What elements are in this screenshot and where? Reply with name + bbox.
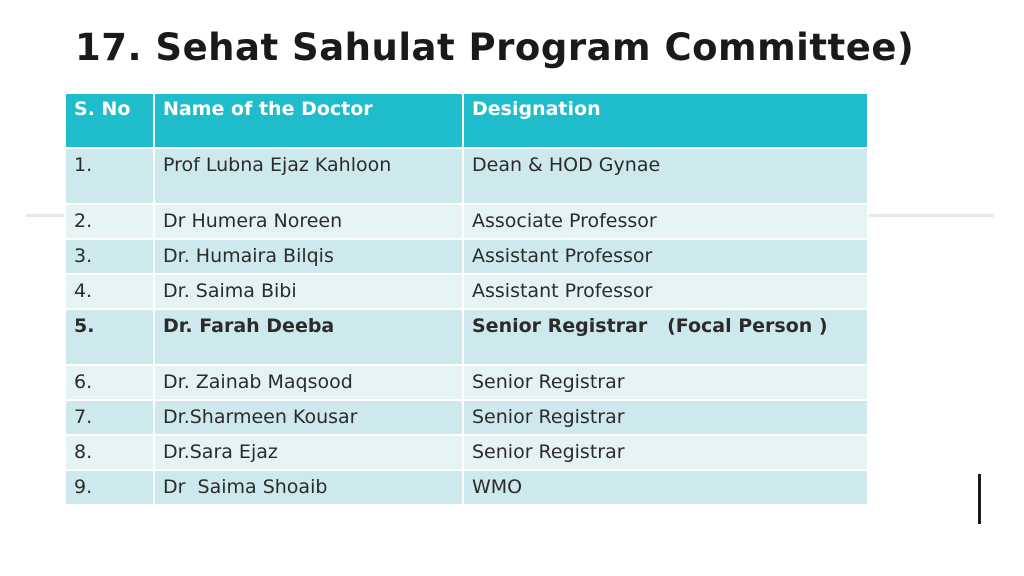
header-sno: S. No: [65, 93, 154, 148]
cell-sno: 9.: [65, 470, 154, 505]
cell-name: Dr. Humaira Bilqis: [154, 239, 463, 274]
cell-name: Dr.Sharmeen Kousar: [154, 400, 463, 435]
cell-name: Dr. Zainab Maqsood: [154, 365, 463, 400]
cell-sno: 3.: [65, 239, 154, 274]
header-designation: Designation: [463, 93, 868, 148]
cell-designation: Senior Registrar: [463, 435, 868, 470]
cell-designation: Associate Professor: [463, 204, 868, 239]
cell-sno: 6.: [65, 365, 154, 400]
table-row: [65, 435, 868, 470]
committee-table: [64, 92, 869, 506]
cell-designation: Assistant Professor: [463, 239, 868, 274]
cell-designation: WMO: [463, 470, 868, 505]
text-cursor-bar: [978, 474, 981, 524]
cell-name: Dr Humera Noreen: [154, 204, 463, 239]
cell-sno: 8.: [65, 435, 154, 470]
cell-sno: 7.: [65, 400, 154, 435]
header-name: Name of the Doctor: [154, 93, 463, 148]
table-row: [65, 274, 868, 309]
cell-name: Prof Lubna Ejaz Kahloon: [154, 148, 463, 204]
table-row: [65, 400, 868, 435]
decorative-rule-left: [26, 214, 66, 217]
cell-designation: Senior Registrar: [463, 400, 868, 435]
cell-sno: 2.: [65, 204, 154, 239]
table-row: [65, 239, 868, 274]
cell-designation: Senior Registrar (Focal Person ): [463, 309, 868, 365]
cell-designation: Dean & HOD Gynae: [463, 148, 868, 204]
cell-name: Dr.Sara Ejaz: [154, 435, 463, 470]
table-row: [65, 148, 868, 204]
cell-designation: Assistant Professor: [463, 274, 868, 309]
table-row: [65, 204, 868, 239]
table-row: [65, 470, 868, 505]
cell-designation: Senior Registrar: [463, 365, 868, 400]
cell-name: Dr Saima Shoaib: [154, 470, 463, 505]
decorative-rule-right: [868, 214, 994, 217]
table-header-row: [65, 93, 868, 148]
cell-name: Dr. Farah Deeba: [154, 309, 463, 365]
table-row: [65, 365, 868, 400]
cell-name: Dr. Saima Bibi: [154, 274, 463, 309]
cell-sno: 4.: [65, 274, 154, 309]
cell-sno: 1.: [65, 148, 154, 204]
table-row-focal: [65, 309, 868, 365]
slide-title: 17. Sehat Sahulat Program Committee): [75, 26, 915, 69]
cell-sno: 5.: [65, 309, 154, 365]
